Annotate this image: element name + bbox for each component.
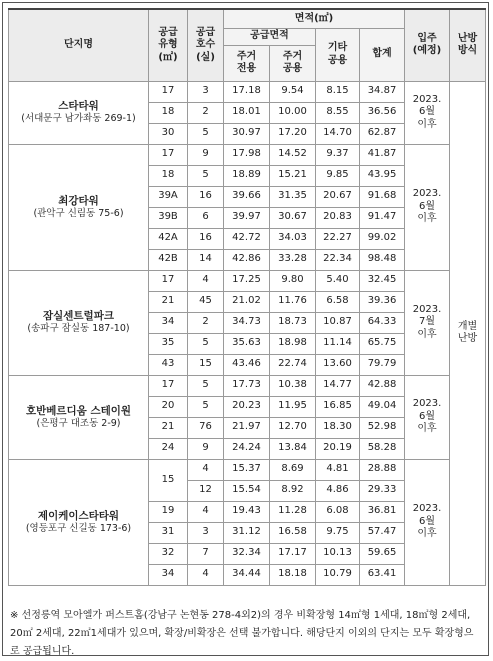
- supply-type-cell: 19: [149, 501, 188, 522]
- other-cell: 4.86: [316, 480, 360, 501]
- supply-type-cell: 42B: [149, 249, 188, 270]
- common-cell: 17.17: [270, 543, 316, 564]
- units-cell: 9: [188, 438, 224, 459]
- units-cell: 9: [188, 144, 224, 165]
- other-cell: 20.83: [316, 207, 360, 228]
- total-cell: 59.65: [360, 543, 405, 564]
- header-move-in: 입주 (예정): [405, 9, 450, 81]
- complex-name-cell: [9, 270, 149, 375]
- complex-name: 최강타워: [58, 194, 99, 207]
- other-cell: 20.67: [316, 186, 360, 207]
- total-cell: 41.87: [360, 144, 405, 165]
- excl-cell: 19.43: [224, 501, 270, 522]
- other-cell: 9.37: [316, 144, 360, 165]
- header-total: 합계: [360, 28, 405, 81]
- common-cell: 33.28: [270, 249, 316, 270]
- total-cell: 57.47: [360, 522, 405, 543]
- units-cell: 4: [188, 501, 224, 522]
- excl-cell: 21.02: [224, 291, 270, 312]
- header-area: 면적(㎡): [224, 9, 405, 28]
- other-cell: 4.81: [316, 459, 360, 480]
- excl-cell: 21.97: [224, 417, 270, 438]
- common-cell: 9.54: [270, 81, 316, 102]
- header-complex: 단지명: [9, 9, 149, 81]
- table-row: [9, 81, 486, 102]
- supply-type-cell: 17: [149, 270, 188, 291]
- supply-type-cell: 24: [149, 438, 188, 459]
- common-cell: 13.84: [270, 438, 316, 459]
- other-cell: 8.15: [316, 81, 360, 102]
- units-cell: 6: [188, 207, 224, 228]
- other-cell: 11.14: [316, 333, 360, 354]
- total-cell: 63.41: [360, 564, 405, 585]
- common-cell: 31.35: [270, 186, 316, 207]
- common-cell: 12.70: [270, 417, 316, 438]
- supply-type-cell: 17: [149, 144, 188, 165]
- table-row: [9, 459, 486, 480]
- supply-type-cell: 17: [149, 375, 188, 396]
- common-cell: 18.73: [270, 312, 316, 333]
- complex-address: (영등포구 신길동 173-6): [25, 522, 132, 534]
- excl-cell: 31.12: [224, 522, 270, 543]
- total-cell: 98.48: [360, 249, 405, 270]
- table-body: [9, 81, 486, 585]
- units-cell: 4: [188, 459, 224, 480]
- excl-cell: 35.63: [224, 333, 270, 354]
- supply-type-cell: 32: [149, 543, 188, 564]
- common-cell: 11.76: [270, 291, 316, 312]
- other-cell: 6.08: [316, 501, 360, 522]
- units-cell: 5: [188, 396, 224, 417]
- total-cell: 58.28: [360, 438, 405, 459]
- total-cell: 99.02: [360, 228, 405, 249]
- common-cell: 22.74: [270, 354, 316, 375]
- total-cell: 91.68: [360, 186, 405, 207]
- total-cell: 36.56: [360, 102, 405, 123]
- units-cell: 16: [188, 228, 224, 249]
- complex-name: 잠실센트럴파크: [42, 310, 114, 322]
- header-other-common: 기타 공용: [316, 28, 360, 81]
- supply-type-cell: 34: [149, 564, 188, 585]
- excl-cell: 17.25: [224, 270, 270, 291]
- units-cell: 5: [188, 375, 224, 396]
- supply-type-cell: 30: [149, 123, 188, 144]
- total-cell: 79.79: [360, 354, 405, 375]
- complex-name: 스타타워: [58, 100, 99, 112]
- complex-address: (송파구 잠실동 187-10): [27, 323, 130, 335]
- units-cell: 3: [188, 522, 224, 543]
- excl-cell: 32.34: [224, 543, 270, 564]
- excl-cell: 17.98: [224, 144, 270, 165]
- excl-cell: 17.18: [224, 81, 270, 102]
- units-cell: 7: [188, 543, 224, 564]
- excl-cell: 34.73: [224, 312, 270, 333]
- units-cell: 5: [188, 333, 224, 354]
- common-cell: 9.80: [270, 270, 316, 291]
- header-supply-area: 공급면적: [224, 28, 316, 45]
- supply-type-cell: 18: [149, 102, 188, 123]
- other-cell: 20.19: [316, 438, 360, 459]
- common-cell: 18.18: [270, 564, 316, 585]
- move-in-cell: 2023. 6월 이후: [405, 144, 450, 270]
- common-cell: 18.98: [270, 333, 316, 354]
- other-cell: 6.58: [316, 291, 360, 312]
- common-cell: 8.92: [270, 480, 316, 501]
- units-cell: 16: [188, 186, 224, 207]
- supply-type-cell: 17: [149, 81, 188, 102]
- common-cell: 8.69: [270, 459, 316, 480]
- total-cell: 49.04: [360, 396, 405, 417]
- total-cell: 29.33: [360, 480, 405, 501]
- header-supply-units: 공급 호수 (실): [188, 9, 224, 81]
- move-in-cell: 2023. 6월 이후: [405, 459, 450, 585]
- complex-name-cell: [9, 144, 149, 270]
- units-cell: 2: [188, 312, 224, 333]
- excl-cell: 34.44: [224, 564, 270, 585]
- supply-type-cell: 42A: [149, 228, 188, 249]
- total-cell: 43.95: [360, 165, 405, 186]
- total-cell: 64.33: [360, 312, 405, 333]
- common-cell: 11.28: [270, 501, 316, 522]
- excl-cell: 24.24: [224, 438, 270, 459]
- header-res-exclusive: 주거 전용: [224, 45, 270, 81]
- common-cell: 17.20: [270, 123, 316, 144]
- units-cell: 5: [188, 165, 224, 186]
- excl-cell: 15.54: [224, 480, 270, 501]
- header-heating: 난방 방식: [450, 9, 486, 81]
- units-cell: 14: [188, 249, 224, 270]
- other-cell: 13.60: [316, 354, 360, 375]
- units-cell: 15: [188, 354, 224, 375]
- total-cell: 65.75: [360, 333, 405, 354]
- common-cell: 10.38: [270, 375, 316, 396]
- excl-cell: 15.37: [224, 459, 270, 480]
- common-cell: 30.67: [270, 207, 316, 228]
- other-cell: 14.70: [316, 123, 360, 144]
- units-cell: 4: [188, 270, 224, 291]
- supply-type-cell: 34: [149, 312, 188, 333]
- complex-name-cell: [9, 459, 149, 585]
- other-cell: 16.85: [316, 396, 360, 417]
- total-cell: 39.36: [360, 291, 405, 312]
- other-cell: 9.85: [316, 165, 360, 186]
- total-cell: 52.98: [360, 417, 405, 438]
- common-cell: 14.52: [270, 144, 316, 165]
- total-cell: 36.81: [360, 501, 405, 522]
- total-cell: 42.88: [360, 375, 405, 396]
- supply-type-cell: 39B: [149, 207, 188, 228]
- other-cell: 22.27: [316, 228, 360, 249]
- complex-address: (은평구 대조동 2-9): [36, 417, 121, 429]
- units-cell: 2: [188, 102, 224, 123]
- units-cell: 76: [188, 417, 224, 438]
- supply-type-cell: 18: [149, 165, 188, 186]
- supply-type-cell: 39A: [149, 186, 188, 207]
- complex-name-cell: [9, 81, 149, 144]
- heating-method-cell: 개별 난방: [450, 81, 486, 585]
- excl-cell: 17.73: [224, 375, 270, 396]
- complex-address: (서대문구 남가좌동 269-1): [21, 113, 136, 125]
- total-cell: 34.87: [360, 81, 405, 102]
- excl-cell: 18.89: [224, 165, 270, 186]
- common-cell: 11.95: [270, 396, 316, 417]
- common-cell: 34.03: [270, 228, 316, 249]
- excl-cell: 43.46: [224, 354, 270, 375]
- other-cell: 8.55: [316, 102, 360, 123]
- excl-cell: 18.01: [224, 102, 270, 123]
- common-cell: 10.00: [270, 102, 316, 123]
- supply-type-cell: 31: [149, 522, 188, 543]
- excl-cell: 39.97: [224, 207, 270, 228]
- supply-type-cell: 21: [149, 417, 188, 438]
- units-cell: 45: [188, 291, 224, 312]
- other-cell: 22.34: [316, 249, 360, 270]
- units-cell: 3: [188, 81, 224, 102]
- move-in-cell: 2023. 6월 이후: [405, 81, 450, 144]
- other-cell: 5.40: [316, 270, 360, 291]
- other-cell: 9.75: [316, 522, 360, 543]
- other-cell: 10.79: [316, 564, 360, 585]
- common-cell: 15.21: [270, 165, 316, 186]
- other-cell: 10.13: [316, 543, 360, 564]
- complex-name: 제이케이스타타워: [37, 509, 120, 522]
- complex-name: 호반베르디움 스테이원: [25, 404, 132, 417]
- supply-type-cell: 21: [149, 291, 188, 312]
- other-cell: 14.77: [316, 375, 360, 396]
- units-cell: 12: [188, 480, 224, 501]
- other-cell: 10.87: [316, 312, 360, 333]
- total-cell: 32.45: [360, 270, 405, 291]
- other-cell: 18.30: [316, 417, 360, 438]
- excl-cell: 42.72: [224, 228, 270, 249]
- supply-type-cell: 15: [149, 459, 188, 501]
- excl-cell: 39.66: [224, 186, 270, 207]
- move-in-cell: 2023. 7월 이후: [405, 270, 450, 375]
- supply-type-cell: 43: [149, 354, 188, 375]
- excl-cell: 20.23: [224, 396, 270, 417]
- table-row: [9, 375, 486, 396]
- header-res-common: 주거 공용: [270, 45, 316, 81]
- move-in-cell: 2023. 6월 이후: [405, 375, 450, 459]
- complex-address: (관악구 신림동 75-6): [33, 207, 124, 219]
- footnote: ※ 선정릉역 모아엘가 퍼스트홈(강남구 논현동 278-4외2)의 경우 비확장형 14㎡형 1세대, 18㎡형 2세대, 20㎡ 2세대, 22㎡1세대가 있으며, 확장/비확장은 선택 불가합니다. 해당단지 이외의 단지는 모두 확장형으로 공급됩니다.: [10, 610, 474, 657]
- supply-type-cell: 35: [149, 333, 188, 354]
- table-row: [9, 144, 486, 165]
- table-row: [9, 270, 486, 291]
- total-cell: 91.47: [360, 207, 405, 228]
- header-supply-type: 공급 유형 (㎡): [149, 9, 188, 81]
- total-cell: 28.88: [360, 459, 405, 480]
- excl-cell: 30.97: [224, 123, 270, 144]
- units-cell: 5: [188, 123, 224, 144]
- excl-cell: 42.86: [224, 249, 270, 270]
- supply-type-cell: 20: [149, 396, 188, 417]
- supply-table: [8, 8, 486, 586]
- units-cell: 4: [188, 564, 224, 585]
- complex-name-cell: [9, 375, 149, 459]
- total-cell: 62.87: [360, 123, 405, 144]
- common-cell: 16.58: [270, 522, 316, 543]
